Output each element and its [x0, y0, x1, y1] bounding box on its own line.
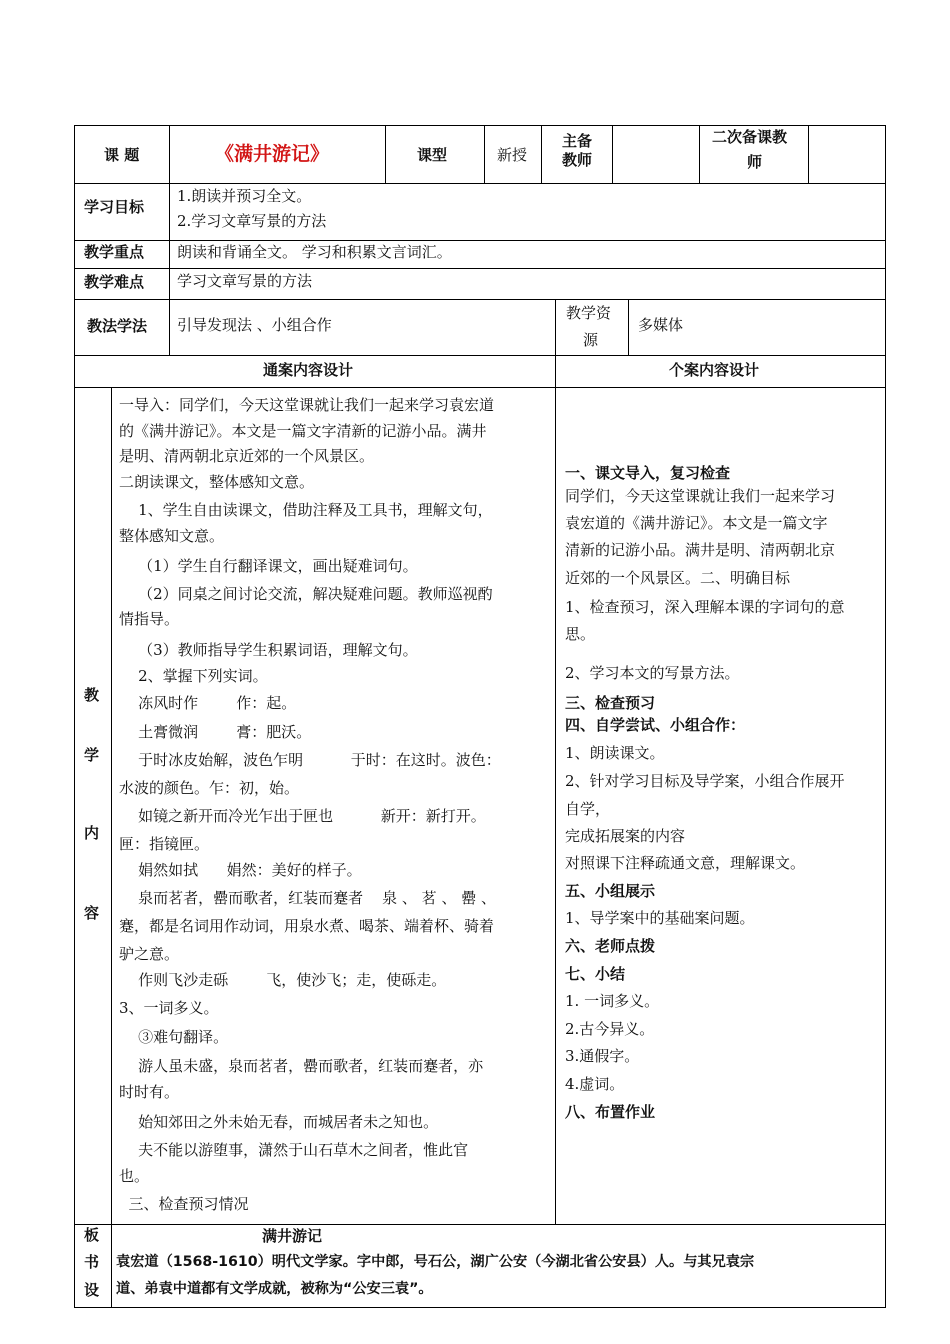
individual-design-line: 4.虚词。	[565, 1075, 625, 1093]
lesson-type-label: 课型	[417, 146, 448, 164]
main-teacher-label-1: 主备	[562, 132, 593, 150]
individual-design-line: 2、针对学习目标及导学案，小组合作展开	[565, 772, 845, 790]
common-design-line: 土膏微润 膏：肥沃。	[119, 723, 312, 741]
common-design-line: （3）教师指导学生积累词语，理解文句。	[119, 641, 418, 659]
individual-design-line: 四、自学尝试、小组合作：	[565, 716, 746, 734]
common-design-line: 如镜之新开而冷光乍出于匣也 新开：新打开。	[119, 807, 486, 825]
common-design-line: 2、掌握下列实词。	[119, 667, 268, 685]
key-point-label: 教学重点	[84, 243, 145, 261]
common-design-line: 水波的颜色。乍：初，始。	[119, 779, 300, 797]
individual-design-line: 自学，	[565, 800, 611, 818]
common-design-line: 游人虽未盛，泉而茗者，罍而歌者，红装而蹇者，亦	[119, 1057, 484, 1075]
individual-design-line: 七、小结	[565, 965, 626, 983]
method-text: 引导发现法 、小组合作	[177, 316, 332, 334]
individual-design-line: 1、导学案中的基础案问题。	[565, 909, 755, 927]
main-teacher-label-2: 教师	[562, 151, 593, 169]
common-design-line: 三、检查预习情况	[119, 1195, 249, 1213]
common-design-line: ③难句翻译。	[119, 1028, 229, 1046]
resource-label-2: 源	[583, 331, 599, 349]
individual-design-line: 1、朗读课文。	[565, 744, 665, 762]
topic-label: 课 题	[104, 146, 140, 164]
common-design-line: （2）同桌之间讨论交流，解决疑难问题。教师巡视酌	[119, 585, 493, 603]
individual-design-line: 1. 一词多义。	[565, 992, 660, 1010]
individual-design-line: 清新的记游小品。满井是明、清两朝北京	[565, 541, 836, 559]
lesson-title: 《满井游记》	[215, 143, 330, 165]
common-design-line: 于时冰皮始解，波色乍明 于时：在这时。波色：	[119, 751, 501, 769]
common-design-line: 夫不能以游堕事，潇然于山石草木之间者，惟此官	[119, 1141, 469, 1159]
resource-label-1: 教学资	[566, 304, 612, 322]
individual-design-line: 3.通假字。	[565, 1047, 640, 1065]
common-design-line: 3、一词多义。	[119, 999, 219, 1017]
key-point-text: 朗读和背诵全文。 学习和积累文言词汇。	[177, 243, 452, 261]
common-design-line: 冻风时作 作：起。	[119, 694, 297, 712]
individual-design-header: 个案内容设计	[669, 361, 760, 379]
individual-design-line: 2.古今异义。	[565, 1020, 655, 1038]
second-prep-label-1: 二次备课教	[712, 128, 788, 146]
difficulty-label: 教学难点	[84, 273, 145, 291]
individual-design-line: 1、检查预习，深入理解本课的字词句的意	[565, 598, 845, 616]
common-design-line: 泉而茗者，罍而歌者，红装而蹇者 泉 、 茗 、 罍 、	[119, 889, 496, 907]
goals-line-2: 2.学习文章写景的方法	[177, 212, 327, 230]
common-design-header: 通案内容设计	[263, 361, 354, 379]
common-design-line: 也。	[119, 1167, 150, 1185]
common-design-line: 1、学生自由读课文，借助注释及工具书，理解文句，	[119, 501, 493, 519]
individual-design-line: 思。	[565, 625, 596, 643]
common-design-line: 蹇，都是名词用作动词，用泉水煮、喝茶、端着杯、骑着	[119, 917, 495, 935]
individual-design-line: 三、检查预习	[565, 694, 656, 712]
individual-design-line: 近郊的一个风景区。二、明确目标	[565, 569, 791, 587]
common-design-line: 作则飞沙走砾 飞，使沙飞；走，使砾走。	[119, 971, 447, 989]
board-title: 满井游记	[262, 1227, 323, 1245]
individual-design-line: 完成拓展案的内容	[565, 827, 686, 845]
common-design-line: 的《满井游记》。本文是一篇文字清新的记游小品。满井	[119, 422, 487, 440]
method-label: 教法学法	[87, 317, 148, 335]
common-design-line: 一导入：同学们，今天这堂课就让我们一起来学习袁宏道	[119, 396, 495, 414]
common-design-line: 娟然如拭 娟然：美好的样子。	[119, 861, 362, 879]
individual-design-line: 五、小组展示	[565, 882, 656, 900]
common-design-line: 时时有。	[119, 1083, 180, 1101]
difficulty-text: 学习文章写景的方法	[177, 272, 313, 290]
second-prep-label-2: 师	[747, 153, 763, 171]
board-line-2: 道、弟袁中道都有文学成就，被称为“公安三袁”。	[116, 1281, 433, 1297]
resource-value: 多媒体	[638, 316, 684, 334]
common-design-line: 是明、清两朝北京近郊的一个风景区。	[119, 447, 375, 465]
common-design-line: 始知郊田之外未始无春，而城居者未之知也。	[119, 1113, 439, 1131]
common-design-line: （1）学生自行翻译课文，画出疑难词句。	[119, 557, 418, 575]
common-design-line: 二朗读课文，整体感知文意。	[119, 473, 315, 491]
common-design-line: 情指导。	[119, 610, 180, 628]
common-design-line: 整体感知文意。	[119, 527, 225, 545]
individual-design-line: 对照课下注释疏通文意，理解课文。	[565, 854, 806, 872]
goals-line-1: 1.朗读并预习全文。	[177, 187, 312, 205]
individual-design-line: 袁宏道的《满井游记》。本文是一篇文字	[565, 514, 828, 532]
goals-label: 学习目标	[84, 198, 145, 216]
individual-design-line: 2、学习本文的写景方法。	[565, 664, 740, 682]
individual-design-line: 同学们，今天这堂课就让我们一起来学习	[565, 487, 836, 505]
board-line-1: 袁宏道（1568-1610）明代文学家。字中郎，号石公，湖广公安（今湖北省公安县）人。与其兄袁宗	[116, 1254, 755, 1270]
lesson-type-value: 新授	[497, 146, 528, 164]
common-design-line: 匣：指镜匣。	[119, 835, 210, 853]
individual-design-line: 六、老师点拨	[565, 937, 656, 955]
common-design-line: 驴之意。	[119, 945, 180, 963]
individual-design-line: 八、布置作业	[565, 1103, 656, 1121]
individual-design-line: 一、课文导入，复习检查	[565, 464, 731, 482]
